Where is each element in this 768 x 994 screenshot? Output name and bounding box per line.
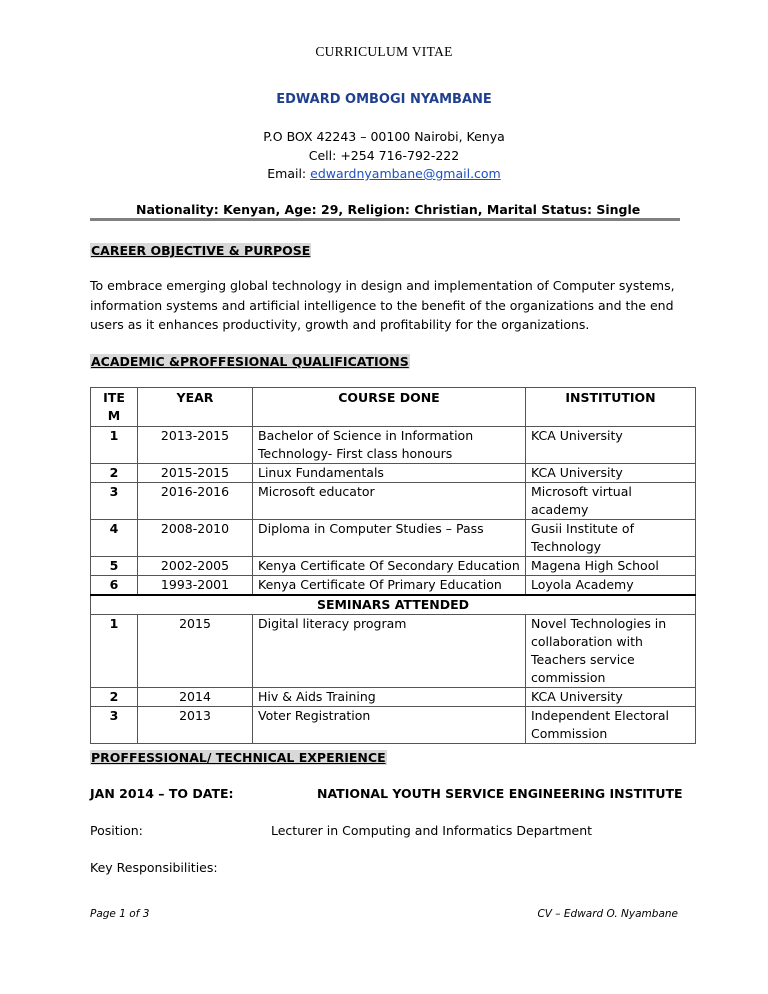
cell-institution: Independent Electoral Commission [526, 707, 696, 744]
header-divider [90, 218, 680, 221]
experience-employer: NATIONAL YOUTH SERVICE ENGINEERING INSTITUTE [317, 786, 683, 801]
column-header-course: COURSE DONE [253, 388, 526, 427]
cell-year: 2013-2015 [138, 427, 253, 464]
cell-institution: Loyola Academy [526, 576, 696, 596]
cell-item: 3 [91, 483, 138, 520]
qualifications-heading-wrap [90, 351, 410, 370]
footer-page-number: Page 1 of 3 [90, 908, 150, 920]
cell-item: 4 [91, 520, 138, 557]
cell-institution: Novel Technologies in collaboration with Teachers service commission [526, 615, 696, 688]
qualifications-table [90, 387, 696, 744]
table-row [91, 464, 696, 483]
cell-institution: Gusii Institute of Technology [526, 520, 696, 557]
column-header-item: ITE M [91, 388, 138, 427]
cell-item: 2 [91, 464, 138, 483]
cell-course: Digital literacy program [253, 615, 526, 688]
cell-item: 1 [91, 427, 138, 464]
cell-institution: KCA University [526, 464, 696, 483]
cell-year: 1993-2001 [138, 576, 253, 596]
cell-year: 2013 [138, 707, 253, 744]
cell-institution: KCA University [526, 427, 696, 464]
personal-details: Nationality: Kenyan, Age: 29, Religion: Christian, Marital Status: Single [136, 202, 641, 217]
document-title: CURRICULUM VITAE [315, 44, 453, 59]
objective-text [90, 276, 690, 335]
cell-year: 2002-2005 [138, 557, 253, 576]
cell-year: 2015-2015 [138, 464, 253, 483]
table-row [91, 520, 696, 557]
column-header-year: YEAR [138, 388, 253, 427]
candidate-name: EDWARD OMBOGI NYAMBANE [276, 92, 492, 107]
table-row [91, 427, 696, 464]
cell-course: Diploma in Computer Studies – Pass [253, 520, 526, 557]
email-link[interactable]: edwardnyambane@gmail.com [310, 166, 501, 181]
table-row [91, 557, 696, 576]
column-header-institution: INSTITUTION [526, 388, 696, 427]
position-value: Lecturer in Computing and Informatics Department [271, 823, 593, 838]
cell-course: Linux Fundamentals [253, 464, 526, 483]
cell-course: Microsoft educator [253, 483, 526, 520]
cell-course: Kenya Certificate Of Secondary Education [253, 557, 526, 576]
objective-line: users as it enhances productivity, growth and profitability for the organizations. [90, 317, 590, 332]
responsibilities-label: Key Responsibilities: [90, 860, 218, 875]
objective-heading-wrap [90, 240, 311, 259]
cell-course: Voter Registration [253, 707, 526, 744]
cell-course: Kenya Certificate Of Primary Education [253, 576, 526, 596]
cell-item: 2 [91, 688, 138, 707]
table-row [91, 707, 696, 744]
seminars-heading-row [91, 595, 696, 615]
table-row [91, 483, 696, 520]
postal-address: P.O BOX 42243 – 00100 Nairobi, Kenya [263, 129, 505, 144]
table-row [91, 688, 696, 707]
cell-year: 2014 [138, 688, 253, 707]
cell-item: 1 [91, 615, 138, 688]
email-label: Email: [267, 166, 311, 181]
qualifications-heading: ACADEMIC &PROFFESIONAL QUALIFICATIONS [91, 354, 409, 369]
objective-heading: CAREER OBJECTIVE & PURPOSE [91, 243, 311, 258]
experience-period: JAN 2014 – TO DATE: [90, 786, 234, 801]
experience-heading-wrap [90, 747, 387, 766]
table-row [91, 576, 696, 596]
cell-item: 3 [91, 707, 138, 744]
cell-course: Hiv & Aids Training [253, 688, 526, 707]
seminars-heading: SEMINARS ATTENDED [91, 595, 696, 615]
objective-line: information systems and artificial intelligence to the benefit of the organizations and the end [90, 297, 674, 313]
cell-year: 2008-2010 [138, 520, 253, 557]
position-label: Position: [90, 823, 143, 838]
cell-year: 2016-2016 [138, 483, 253, 520]
cell-number: Cell: +254 716-792-222 [308, 148, 460, 163]
cell-item: 6 [91, 576, 138, 596]
cell-year: 2015 [138, 615, 253, 688]
cell-institution: Microsoft virtual academy [526, 483, 696, 520]
table-row [91, 615, 696, 688]
email-line [0, 166, 768, 181]
objective-line: To embrace emerging global technology in design and implementation of Computer systems, [90, 278, 675, 293]
cell-institution: Magena High School [526, 557, 696, 576]
cell-institution: KCA University [526, 688, 696, 707]
cell-course: Bachelor of Science in Information Technology- First class honours [253, 427, 526, 464]
cell-item: 5 [91, 557, 138, 576]
footer-cv-name: CV – Edward O. Nyambane [537, 908, 678, 920]
table-header-row [91, 388, 696, 427]
experience-heading: PROFFESSIONAL/ TECHNICAL EXPERIENCE [91, 750, 386, 765]
